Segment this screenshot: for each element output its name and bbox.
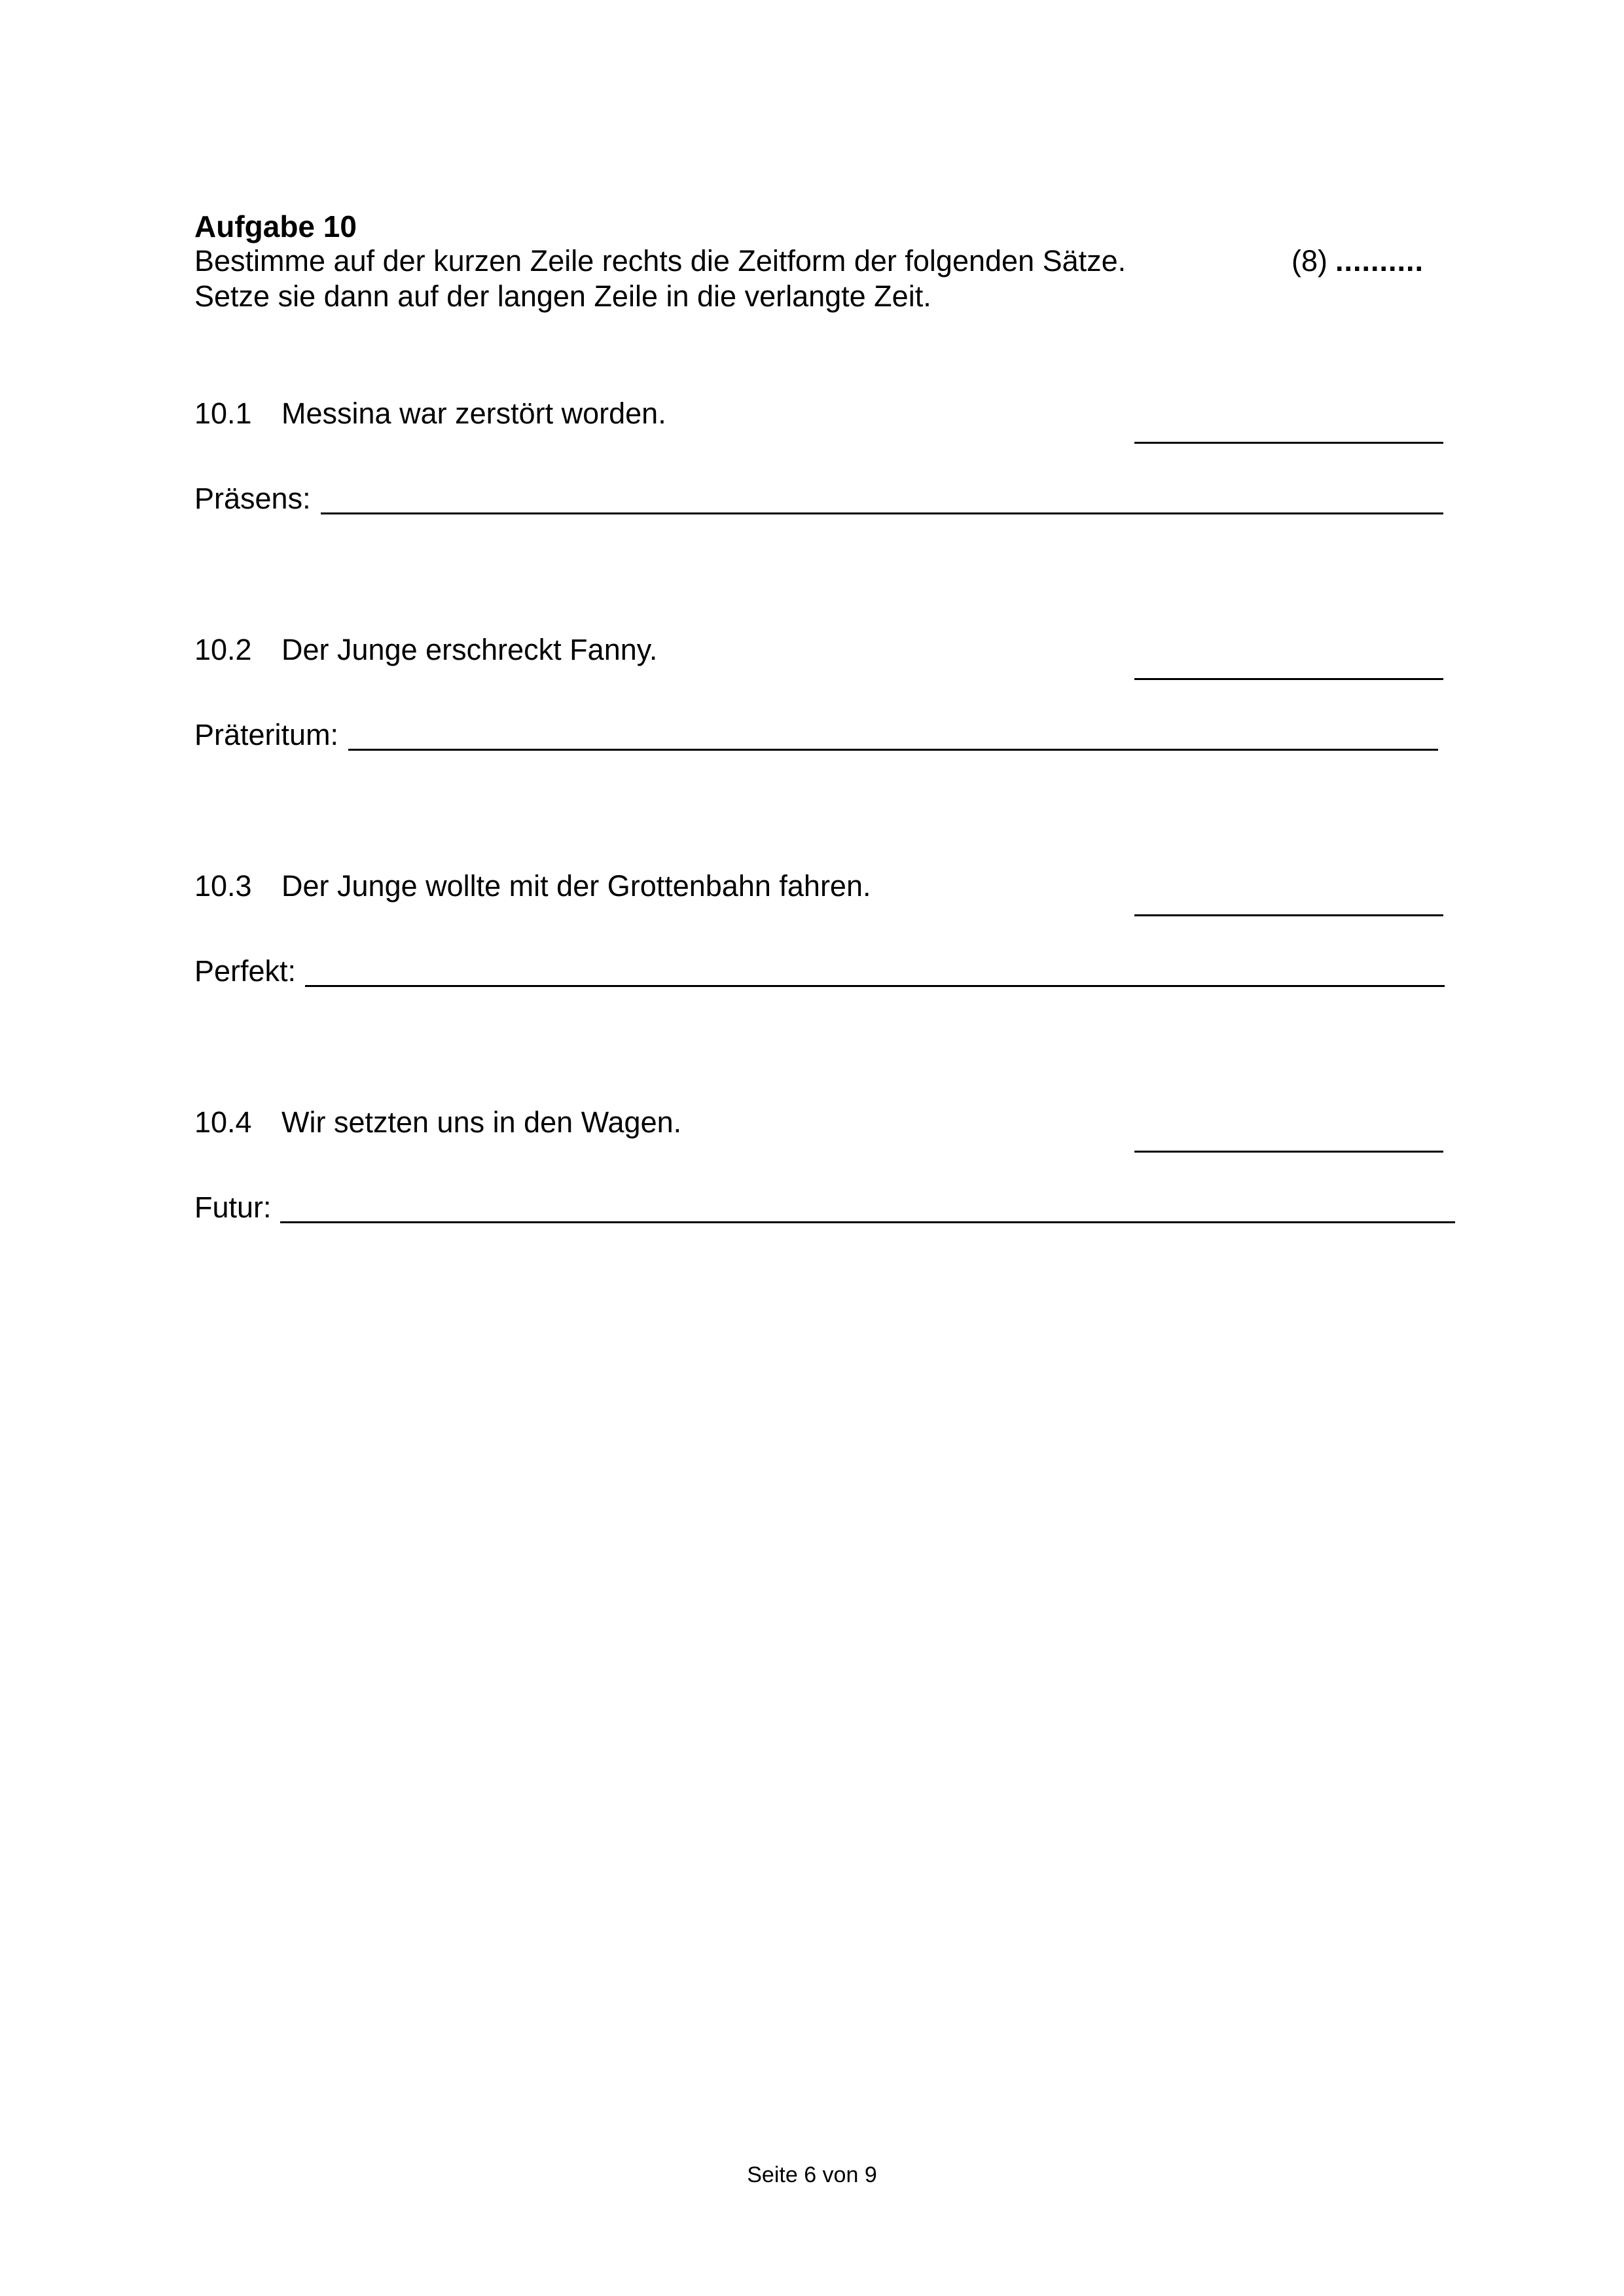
item-number: 10.2: [194, 633, 252, 666]
task-instruction-line-1: Bestimme auf der kurzen Zeile rechts die Zeitform der folgenden Sätze.: [194, 244, 1127, 278]
tense-answer-line[interactable]: [1134, 442, 1443, 444]
item-number: 10.4: [194, 1105, 252, 1139]
item-sentence: Der Junge erschreckt Fanny.: [281, 633, 658, 666]
item-number: 10.1: [194, 397, 252, 430]
item-sentence: Messina war zerstört worden.: [281, 397, 666, 430]
rewrite-answer-line[interactable]: [321, 512, 1443, 514]
task-title: Aufgabe 10: [194, 209, 357, 243]
target-tense-label: Präsens:: [194, 482, 311, 515]
page-footer: Seite 6 von 9: [747, 2162, 877, 2187]
rewrite-answer-line[interactable]: [305, 985, 1445, 987]
item-sentence: Wir setzten uns in den Wagen.: [281, 1105, 682, 1139]
rewrite-answer-line[interactable]: [348, 749, 1438, 751]
item-sentence: Der Junge wollte mit der Grottenbahn fahren.: [281, 869, 871, 903]
tense-answer-line[interactable]: [1134, 678, 1443, 680]
item-number: 10.3: [194, 869, 252, 903]
task-points: (8): [1291, 244, 1327, 278]
target-tense-label: Präteritum:: [194, 718, 339, 751]
task-points-blank[interactable]: ..........: [1335, 244, 1424, 278]
task-instruction-line-2: Setze sie dann auf der langen Zeile in die verlangte Zeit.: [194, 279, 931, 313]
tense-answer-line[interactable]: [1134, 914, 1443, 916]
rewrite-answer-line[interactable]: [280, 1221, 1455, 1223]
target-tense-label: Perfekt:: [194, 954, 297, 988]
tense-answer-line[interactable]: [1134, 1151, 1443, 1153]
target-tense-label: Futur:: [194, 1191, 272, 1224]
